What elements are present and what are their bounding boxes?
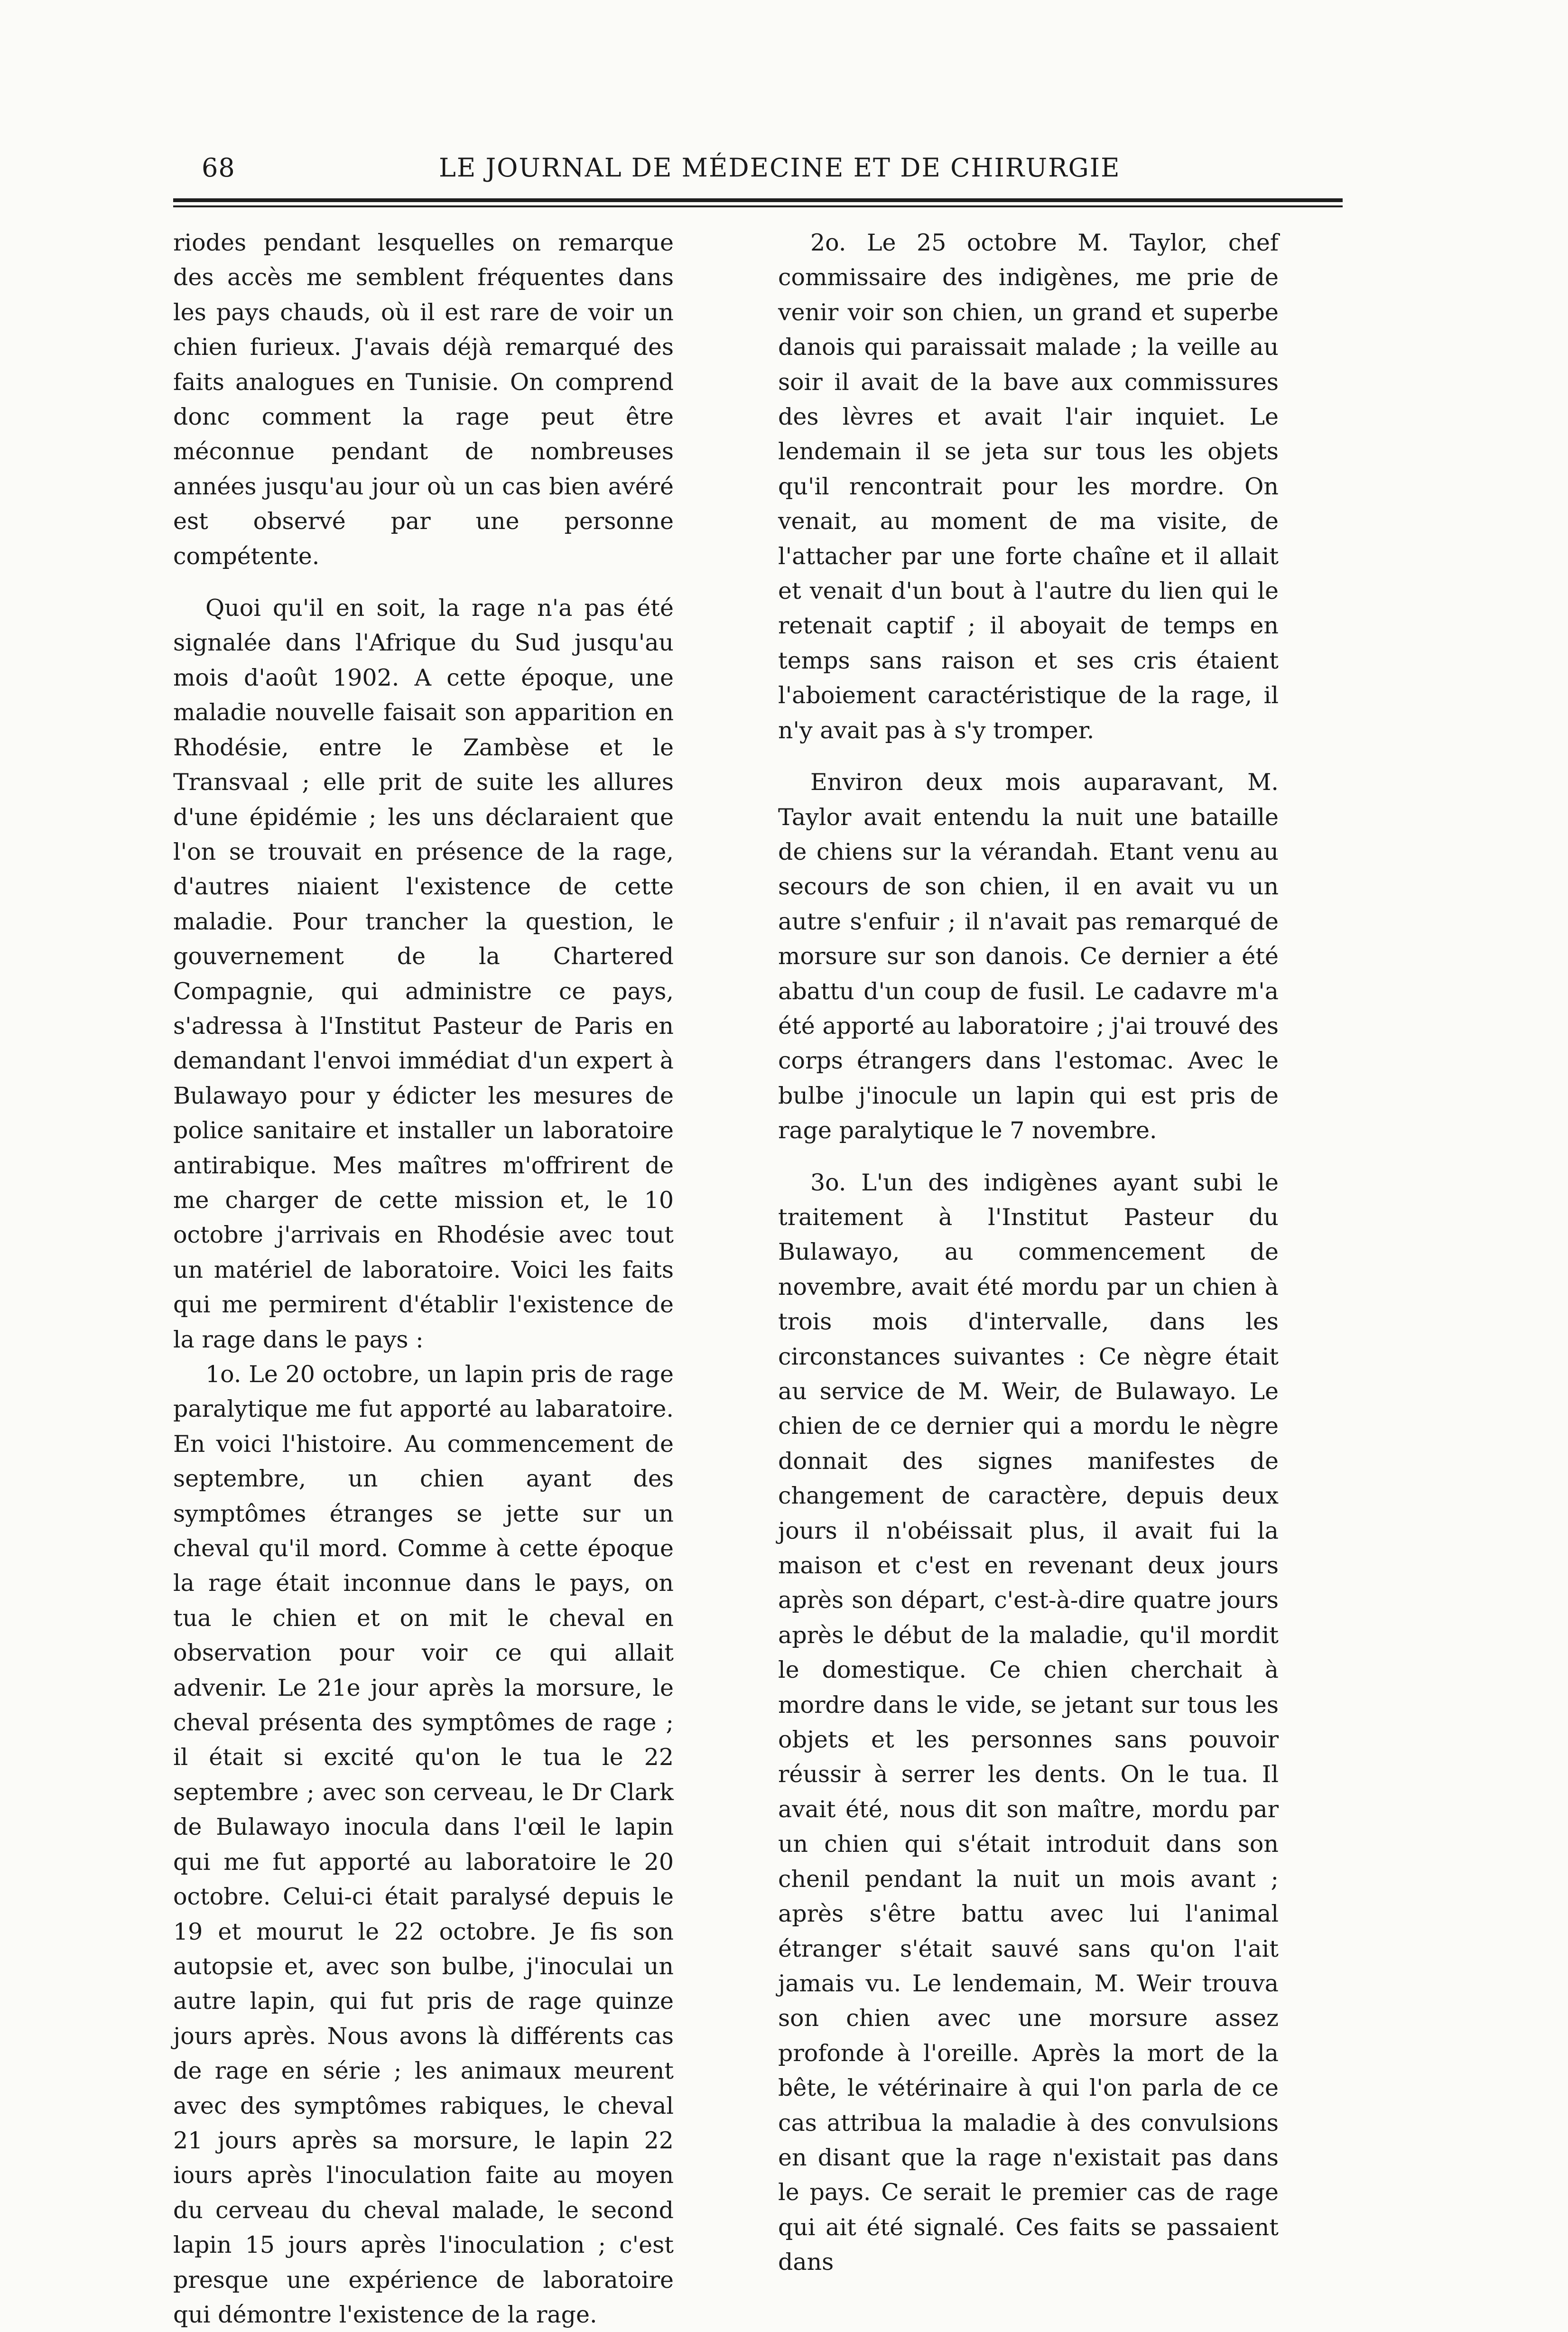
right-column bbox=[778, 225, 1279, 2276]
paragraph: 3o. L'un des indigènes ayant subi le traitement à l'Institut Pasteur du Bulawayo, au commencement de novembre, avait été mordu par un chien à trois mois d'intervalle, dans les circonstances suivantes : Ce nègre était au service de M. Weir, de Bulawayo. Le chien de ce dernier qui a mordu le nègre donnait des signes manifestes de changement de caractère, depuis deux jours il n'obéissait plus, il avait fui la maison et c'est en revenant deux jours après son départ, c'est-à-dire quatre jours après le début de la maladie, qu'il mordit le domestique. Ce chien cherchait à mordre dans le vide, se jetant sur tous les objets et les personnes sans pouvoir réussir à serrer les dents. On le tua. Il avait été, nous dit son maître, mordu par un chien qui s'était introduit dans son chenil pendant la nuit un mois avant ; après s'être battu avec lui l'animal étranger s'était sauvé sans qu'on l'ait jamais vu. Le lendemain, M. Weir trouva son chien avec une morsure assez profonde à l'oreille. Après la mort de la bête, le vétérinaire à qui l'on parla de ce cas attribua la maladie à des convulsions en disant que la rage n'existait pas dans le pays. Ce serait le premier cas de rage qui ait été signalé. Ces faits se passaient dans bbox=[778, 1169, 1279, 2276]
left-column bbox=[173, 225, 674, 2328]
paragraph: riodes pendant lesquelles on remarque des accès me semblent fréquentes dans les pays chauds, où il est rare de voir un chien furieux. J'avais déjà remarqué des faits analogues en Tunisie. On comprend donc comment la rage peut être méconnue pendant de nombreuses années jusqu'au jour où un cas bien avéré est observé par une personne compétente. bbox=[173, 229, 674, 570]
page-header bbox=[202, 153, 1340, 191]
paragraph: 1o. Le 20 octobre, un lapin pris de rage paralytique me fut apporté au labaratoire. En voici l'histoire. Au commencement de septembre, un chien ayant des symptômes étranges se jette sur un cheval qu'il mord. Comme à cette époque la rage était inconnue dans le pays, on tua le chien et on mit le cheval en observation pour voir ce qui allait advenir. Le 21e jour après la morsure, le cheval présenta des symptômes de rage ; il était si excité qu'on le tua le 22 septembre ; avec son cerveau, le Dr Clark de Bulawayo inocula dans l'œil le lapin qui me fut apporté au laboratoire le 20 octobre. Celui-ci était paralysé depuis le 19 et mourut le 22 octobre. Je fis son autopsie et, avec son bulbe, j'inoculai un autre lapin, qui fut pris de rage quinze jours après. Nous avons là différents cas de rage en série ; les animaux meurent avec des symptômes rabiques, le cheval 21 jours après sa morsure, le lapin 22 iours après l'inoculation faite au moyen du cerveau du cheval malade, le second lapin 15 jours après l'inoculation ; c'est presque une expérience de laboratoire qui démontre l'existence de la rage. bbox=[173, 1361, 674, 2328]
header-rule-thick bbox=[173, 198, 1343, 202]
page-number: 68 bbox=[202, 153, 235, 183]
running-title: LE JOURNAL DE MÉDECINE ET DE CHIRURGIE bbox=[439, 153, 1121, 183]
paragraph: Quoi qu'il en soit, la rage n'a pas été signalée dans l'Afrique du Sud jusqu'au mois d'août 1902. A cette époque, une maladie nouvelle faisait son apparition en Rhodésie, entre le Zambèse et le Transvaal ; elle prit de suite les allures d'une épidémie ; les uns déclaraient que l'on se trouvait en présence de la rage, d'autres niaient l'existence de cette maladie. Pour trancher la question, le gouvernement de la Chartered Compagnie, qui administre ce pays, s'adressa à l'Institut Pasteur de Paris en demandant l'envoi immédiat d'un expert à Bulawayo pour y édicter les mesures de police sanitaire et installer un laboratoire antirabique. Mes maîtres m'offrirent de me charger de cette mission et, le 10 octobre j'arrivais en Rhodésie avec tout un matériel de laboratoire. Voici les faits qui me permirent d'établir l'existence de la rage dans le pays : bbox=[173, 595, 674, 1353]
header-rule-thin bbox=[173, 205, 1343, 207]
paragraph: 2o. Le 25 octobre M. Taylor, chef commissaire des indigènes, me prie de venir voir son chien, un grand et superbe danois qui paraissait malade ; la veille au soir il avait de la bave aux commissures des lèvres et avait l'air inquiet. Le lendemain il se jeta sur tous les objets qu'il rencontrait pour les mordre. On venait, au moment de ma visite, de l'attacher par une forte chaîne et il allait et venait d'un bout à l'autre du lien qui le retenait captif ; il aboyait de temps en temps sans raison et ses cris étaient l'aboiement caractéristique de la rage, il n'y avait pas à s'y tromper. bbox=[778, 229, 1279, 744]
paragraph: Environ deux mois auparavant, M. Taylor avait entendu la nuit une bataille de chiens sur la vérandah. Etant venu au secours de son chien, il en avait vu un autre s'enfuir ; il n'avait pas remarqué de morsure sur son danois. Ce dernier a été abattu d'un coup de fusil. Le cadavre m'a été apporté au laboratoire ; j'ai trouvé des corps étrangers dans l'estomac. Avec le bulbe j'inocule un lapin qui est pris de rage paralytique le 7 novembre. bbox=[778, 769, 1279, 1144]
